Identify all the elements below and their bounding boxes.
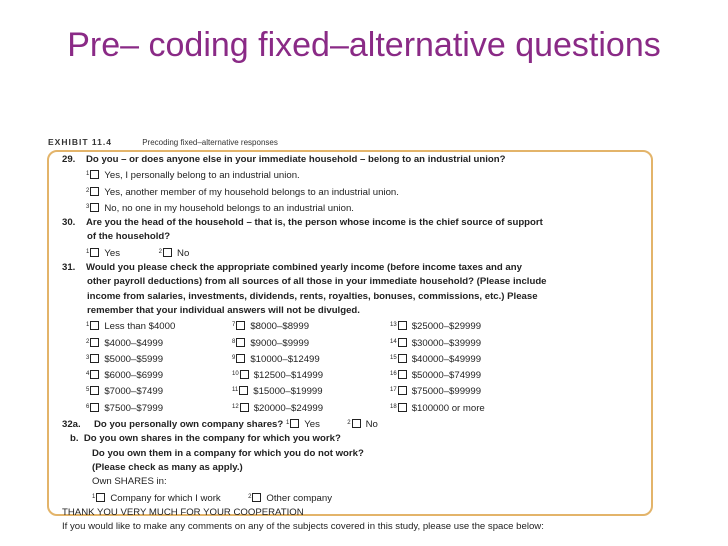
question-30 [62, 216, 641, 230]
question-31 [62, 261, 641, 275]
exhibit-caption: Precoding fixed–alternative responses [142, 138, 278, 147]
income-row [62, 383, 641, 399]
question-number: 32a. [62, 419, 81, 431]
question-instruction: (Please check as many as apply.) [92, 461, 243, 473]
checkbox[interactable] [290, 419, 299, 428]
checkbox[interactable] [236, 354, 245, 363]
exhibit-header [48, 137, 278, 151]
exhibit-number: EXHIBIT 11.4 [48, 137, 112, 147]
option-code: 1 [86, 171, 90, 178]
question-sub-label: b. [70, 433, 79, 445]
question-text-continued: other payroll deductions) from all sources of all those in your immediate household? (Please include [87, 276, 547, 288]
option-label: $25000–$29999 [411, 321, 482, 333]
question-number: 29. [62, 154, 76, 165]
option-row [62, 200, 641, 216]
question-text-continued: of the household? [87, 231, 171, 243]
checkbox[interactable] [252, 493, 261, 502]
questionnaire-body [62, 153, 641, 534]
option-label: Company for which I work [110, 492, 221, 504]
option-label: Other company [266, 492, 332, 504]
income-row [62, 335, 641, 351]
option-code: 3 [86, 354, 90, 361]
question-text: Do you personally own company shares? [94, 419, 284, 431]
option-row [62, 245, 641, 261]
checkbox[interactable] [96, 493, 105, 502]
option-label: $7500–$7999 [104, 402, 164, 414]
option-code: 15 [390, 354, 397, 361]
option-code: 2 [86, 187, 90, 194]
checkbox[interactable] [90, 403, 99, 412]
option-code: 14 [390, 338, 397, 345]
question-number: 31. [62, 262, 76, 274]
question-text-continued: income from salaries, investments, dividends, rents, royalties, bonuses, commissions, etc.) Please [87, 290, 538, 302]
option-code: 3 [86, 203, 90, 210]
question-32a [62, 416, 641, 432]
option-label: No [365, 419, 378, 431]
option-label: $50000–$74999 [411, 370, 482, 382]
checkbox[interactable] [90, 338, 99, 347]
option-label: $100000 or more [411, 402, 485, 414]
checkbox[interactable] [398, 354, 407, 363]
option-code: 8 [232, 338, 236, 345]
option-label: $5000–$5999 [104, 353, 164, 365]
thank-you-text: THANK YOU VERY MUCH FOR YOUR COOPERATION [62, 506, 304, 518]
option-label: $7000–$7499 [104, 386, 164, 398]
option-code: 10 [232, 371, 239, 378]
checkbox[interactable] [398, 338, 407, 347]
option-label: Yes, another member of my household belongs to an industrial union. [104, 186, 399, 198]
option-label: $6000–$6999 [104, 370, 164, 382]
option-label: $9000–$9999 [250, 337, 310, 349]
question-text: Do you own shares in the company for which you work? [83, 433, 341, 445]
checkbox[interactable] [90, 203, 99, 212]
option-row [62, 184, 641, 200]
option-code: 7 [232, 322, 236, 329]
option-label: Yes [104, 247, 120, 259]
option-code: 11 [232, 387, 239, 394]
option-code: 2 [86, 338, 90, 345]
checkbox[interactable] [398, 321, 407, 330]
checkbox[interactable] [163, 248, 172, 257]
checkbox[interactable] [398, 403, 407, 412]
option-label: No, no one in my household belongs to an industrial union. [104, 202, 354, 214]
checkbox[interactable] [90, 170, 99, 179]
checkbox[interactable] [90, 370, 99, 379]
option-code: 1 [86, 248, 90, 255]
question-text: Do you – or does anyone else in your immediate household – belong to an industrial union? [86, 154, 506, 165]
option-code: 6 [86, 403, 90, 410]
checkbox[interactable] [352, 419, 361, 428]
option-code: 17 [390, 387, 397, 394]
questionnaire-frame [47, 150, 653, 533]
comments-instruction: If you would like to make any comments on any of the subjects covered in this study, please use the space below: [62, 521, 544, 533]
option-code: 12 [232, 403, 239, 410]
option-label: $8000–$8999 [250, 321, 310, 333]
question-text-continued: remember that your individual answers will not be divulged. [87, 304, 360, 316]
option-code: 1 [92, 493, 96, 500]
question-text-continued: Do you own them in a company for which you do not work? [92, 447, 364, 459]
checkbox[interactable] [90, 386, 99, 395]
income-row [62, 400, 641, 416]
option-label: $15000–$19999 [253, 386, 323, 398]
option-label: $75000–$99999 [411, 386, 482, 398]
option-code: 2 [248, 493, 252, 500]
checkbox[interactable] [236, 321, 245, 330]
question-29 [62, 153, 641, 167]
checkbox[interactable] [240, 403, 249, 412]
question-number: 30. [62, 217, 76, 229]
checkbox[interactable] [239, 386, 248, 395]
income-row [62, 367, 641, 383]
option-label: $40000–$49999 [411, 353, 482, 365]
option-code: 1 [285, 420, 290, 427]
option-code: 2 [158, 248, 163, 255]
checkbox[interactable] [90, 354, 99, 363]
option-label: Yes [304, 419, 320, 431]
question-text: Are you the head of the household – that is, the person whose income is the chief source of support [86, 217, 543, 229]
question-text: Would you please check the appropriate combined yearly income (before income taxes and any [86, 262, 522, 274]
own-shares-label: Own SHARES in: [92, 476, 167, 488]
option-code: 2 [347, 420, 351, 427]
question-32b [62, 432, 641, 446]
slide-title: Pre– coding fixed–alternative questions [67, 26, 661, 64]
option-code: 4 [86, 371, 90, 378]
option-label: $10000–$12499 [250, 353, 320, 365]
option-label: Less than $4000 [104, 321, 176, 333]
option-label: No [177, 247, 190, 259]
income-row [62, 351, 641, 367]
income-row [62, 318, 641, 334]
option-label: Yes, I personally belong to an industrial union. [104, 170, 300, 182]
option-code: 13 [390, 322, 397, 329]
option-code: 5 [86, 387, 90, 394]
checkbox[interactable] [90, 187, 99, 196]
checkbox[interactable] [236, 338, 245, 347]
checkbox[interactable] [398, 386, 407, 395]
option-label: $4000–$4999 [104, 337, 164, 349]
checkbox[interactable] [90, 248, 99, 257]
option-code: 1 [86, 322, 90, 329]
option-row [62, 167, 641, 183]
option-label: $12500–$14999 [253, 370, 324, 382]
option-label: $20000–$24999 [253, 402, 324, 414]
option-code: 18 [390, 403, 397, 410]
option-label: $30000–$39999 [411, 337, 482, 349]
option-code: 16 [390, 371, 397, 378]
option-code: 9 [232, 354, 236, 361]
option-row [62, 490, 641, 506]
checkbox[interactable] [240, 370, 249, 379]
checkbox[interactable] [90, 321, 99, 330]
checkbox[interactable] [398, 370, 407, 379]
